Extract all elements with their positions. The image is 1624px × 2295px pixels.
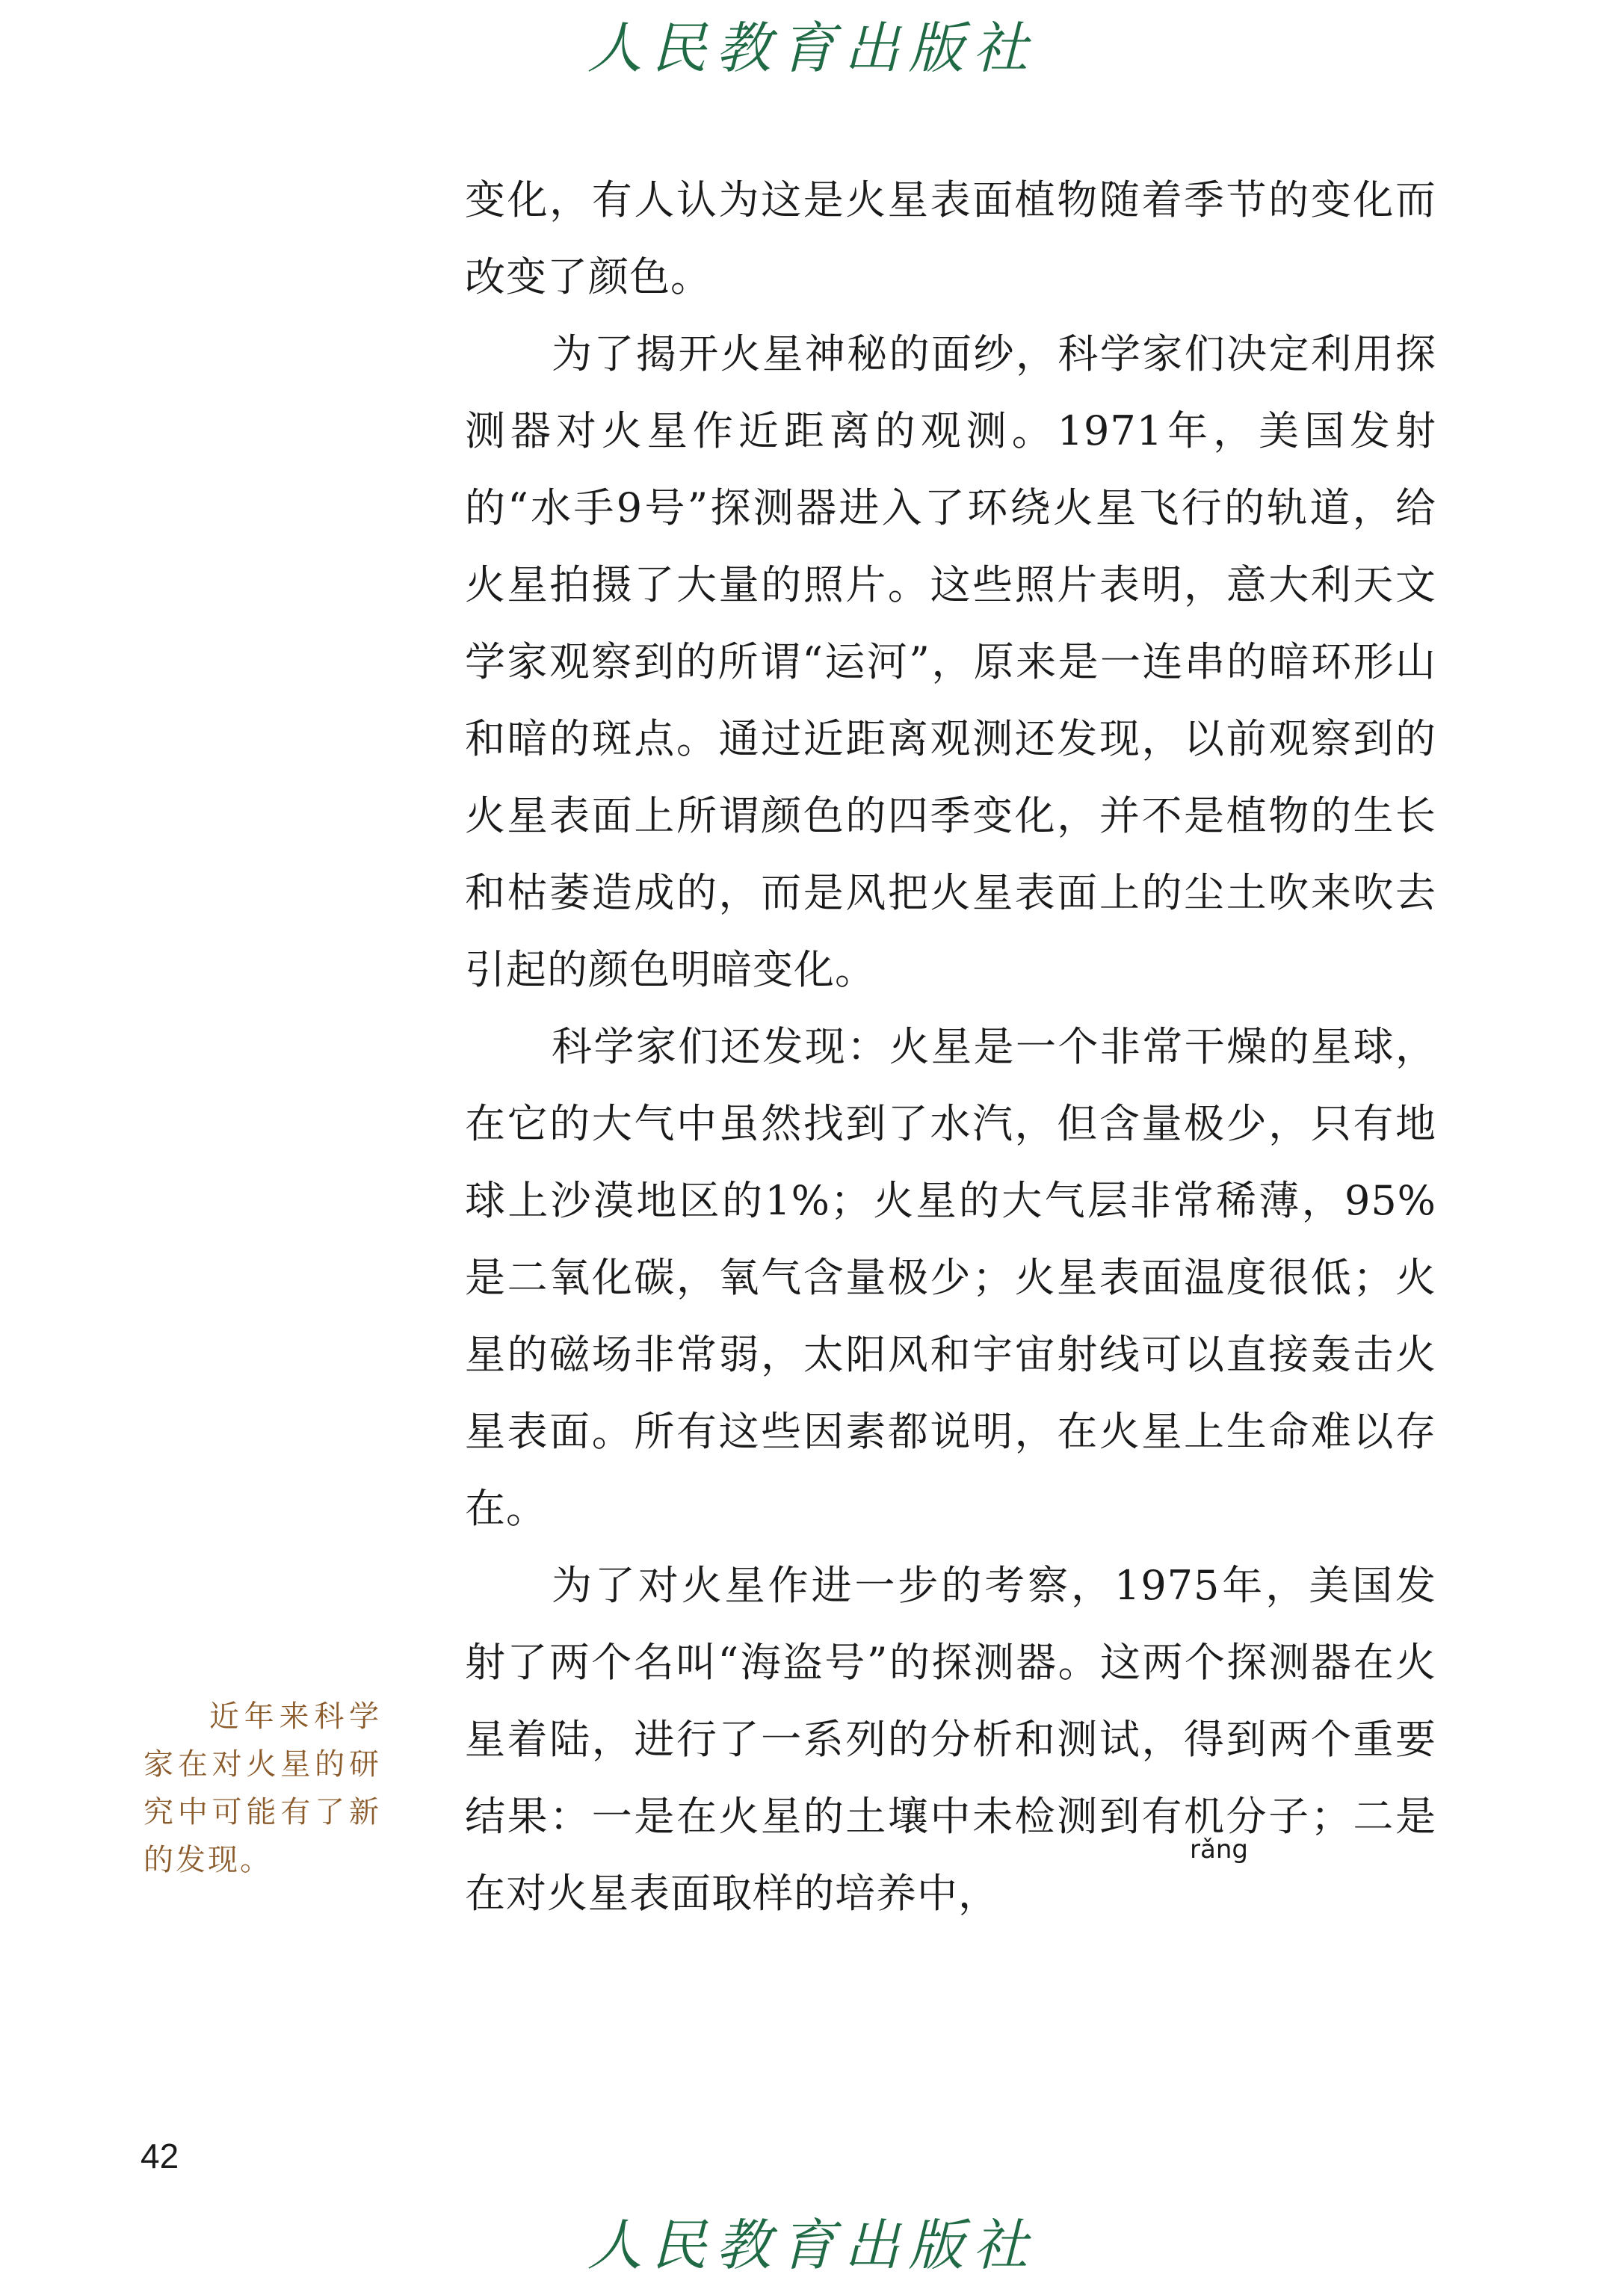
- page-number: 42: [141, 2137, 179, 2175]
- footer-publisher-logo: 人民教育出版社: [587, 2214, 1037, 2278]
- header-publisher-logo: 人民教育出版社: [587, 16, 1037, 81]
- paragraph: 为了对火星作进一步的考察，1975年，美国发射了两个名叫“海盗号”的探测器。这两个探测器在火星着陆，进行了一系列的分析和测试，得到两个重要结果：一是在火星的土壤中未检测到有机分子；二是在对火星表面取样的培养中，: [465, 1562, 1436, 1917]
- margin-note: 近年来科学家在对火星的研究中可能有了新的发现。: [143, 1699, 381, 1877]
- paragraph: 为了揭开火星神秘的面纱，科学家们决定利用探测器对火星作近距离的观测。1971年，美国发射的“水手9号”探测器进入了环绕火星飞行的轨道，给火星拍摄了大量的照片。这些照片表明，意大利天文学家观察到的所谓“运河”，原来是一连串的暗环形山和暗的斑点。通过近距离观测还发现，以前观察到的火星表面上所谓颜色的四季变化，并不是植物的生长和枯萎造成的，而是风把火星表面上的尘土吹来吹去引起的颜色明暗变化。: [465, 330, 1436, 993]
- paragraph-continuation: 变化，有人认为这是火星表面植物随着季节的变化而改变了颜色。: [465, 176, 1436, 300]
- main-text: [465, 161, 1436, 1932]
- paragraph: 科学家们还发现：火星是一个非常干燥的星球，在它的大气中虽然找到了水汽，但含量极少，只有地球上沙漠地区的1%；火星的大气层非常稀薄，95%是二氧化碳，氧气含量极少；火星表面温度很低；火星的磁场非常弱，太阳风和宇宙射线可以直接轰击火星表面。所有这些因素都说明，在火星上生命难以存在。: [465, 1023, 1436, 1532]
- pinyin-annotation: rǎng: [1190, 1835, 1248, 1865]
